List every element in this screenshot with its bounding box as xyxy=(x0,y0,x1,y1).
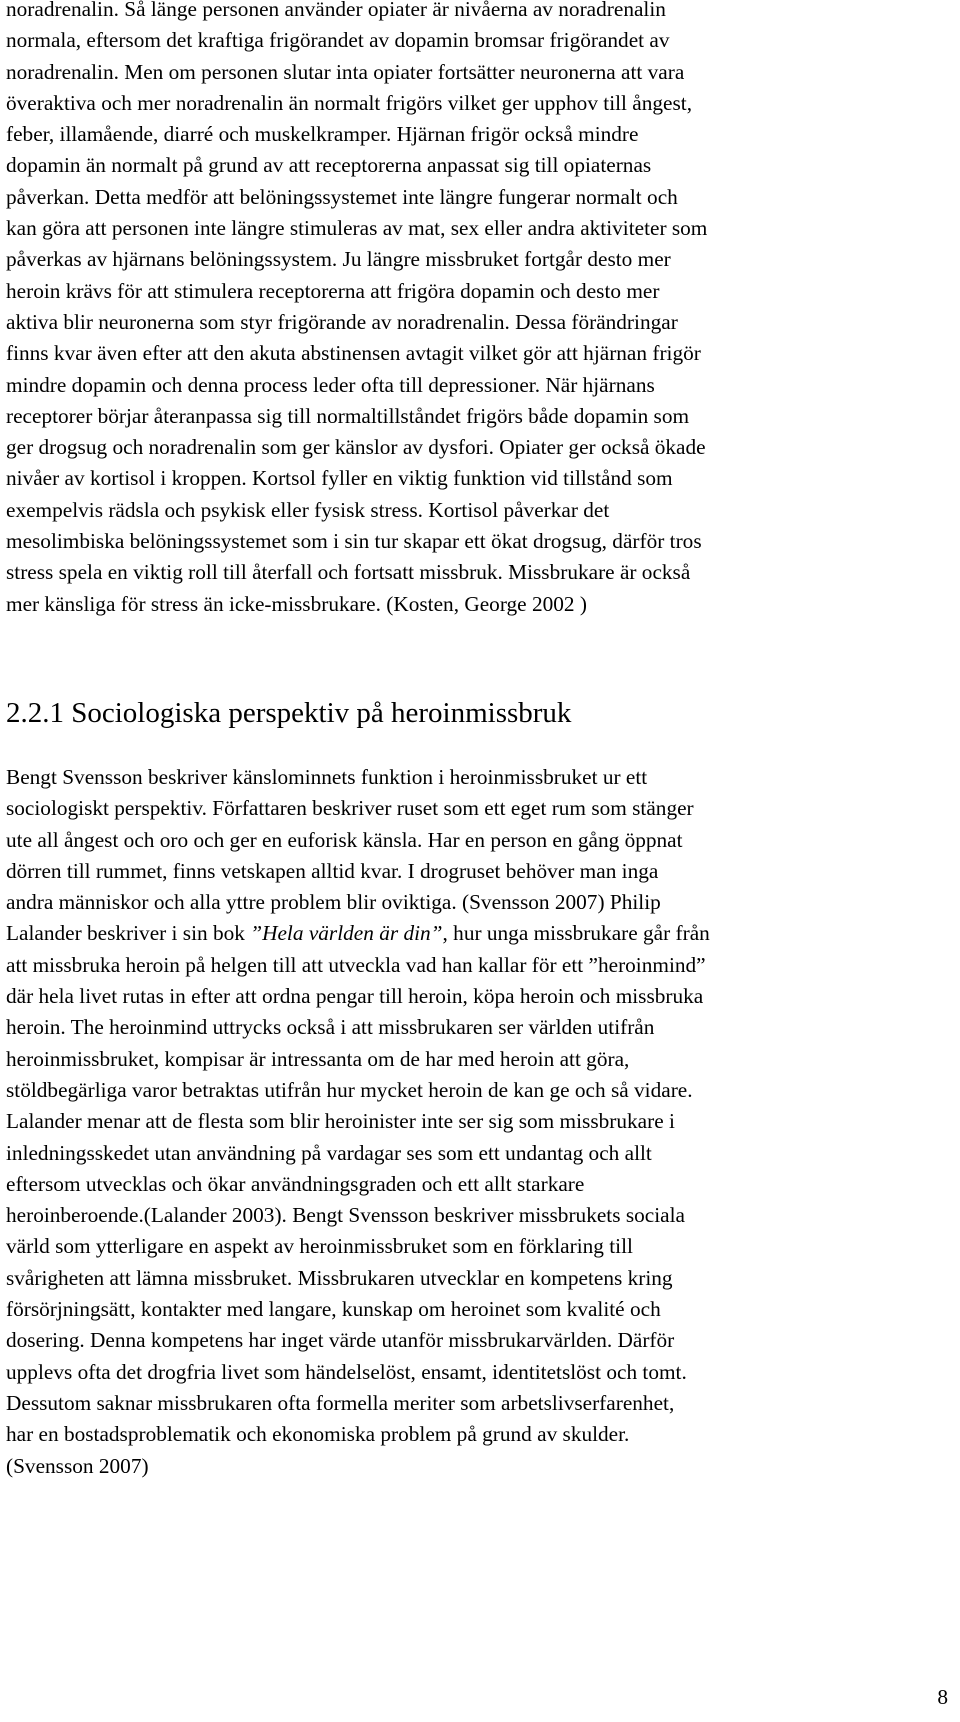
text-line: finns kvar även efter att den akuta abstinensen avtagit vilket gör att hjärnan frigör xyxy=(6,341,701,366)
text-line: heroin. The heroinmind uttrycks också i att missbrukaren ser världen utifrån xyxy=(6,1015,655,1040)
paragraph-opiates-neurobiology xyxy=(6,0,707,620)
text-line: (Svensson 2007) xyxy=(6,1453,149,1478)
text-line: Dessutom saknar missbrukaren ofta formella meriter som arbetslivserfarenhet, xyxy=(6,1390,675,1415)
text-line: har en bostadsproblematik och ekonomiska problem på grund av skulder. xyxy=(6,1422,630,1447)
text-line: mesolimbiska belöningssystemet som i sin tur skapar ett ökat drogsug, därför tros xyxy=(6,529,702,554)
text-fragment: Lalander beskriver i sin bok xyxy=(6,921,251,946)
text-line: heroin krävs för att stimulera receptorerna att frigöra dopamin och desto mer xyxy=(6,278,660,303)
text-line: stress spela en viktig roll till återfall och fortsatt missbruk. Missbrukare är också xyxy=(6,560,691,585)
text-line: upplevs ofta det drogfria livet som händelselöst, ensamt, identitetslöst och tomt. xyxy=(6,1359,687,1384)
text-line: inledningsskedet utan användning på vardagar ses som ett undantag och allt xyxy=(6,1140,652,1165)
text-line: Bengt Svensson beskriver känslominnets funktion i heroinmissbruket ur ett xyxy=(6,765,648,789)
text-line: att missbruka heroin på helgen till att utveckla vad han kallar för ett ”heroinmind” xyxy=(6,952,706,977)
text-line: påverkas av hjärnans belöningssystem. Ju längre missbruket fortgår desto mer xyxy=(6,247,671,272)
text-line: överaktiva och mer noradrenalin än normalt frigörs vilket ger upphov till ångest, xyxy=(6,90,693,115)
text-fragment: , hur unga missbrukare går från xyxy=(442,921,710,946)
text-line: ger drogsug och noradrenalin som ger känslor av dysfori. Opiater ger också ökade xyxy=(6,435,706,460)
text-line: mer känsliga för stress än icke-missbrukare. (Kosten, George 2002 ) xyxy=(6,591,587,616)
text-line: exempelvis rädsla och psykisk eller fysisk stress. Kortisol påverkar det xyxy=(6,497,610,522)
page-number: 8 xyxy=(937,1685,948,1709)
text-line: stöldbegärliga varor betraktas utifrån hur mycket heroin de kan ge och så vidare. xyxy=(6,1077,693,1102)
text-line: dopamin än normalt på grund av att receptorerna anpassat sig till opiaternas xyxy=(6,153,652,178)
text-line: aktiva blir neuronerna som styr frigörande av noradrenalin. Dessa förändringar xyxy=(6,309,678,334)
text-line: andra människor och alla yttre problem blir oviktiga. (Svensson 2007) Philip xyxy=(6,890,661,915)
text-line: Lalander menar att de flesta som blir heroinister inte ser sig som missbrukare i xyxy=(6,1109,675,1134)
text-line: mindre dopamin och denna process leder ofta till depressioner. När hjärnans xyxy=(6,372,655,397)
text-line: nivåer av kortisol i kroppen. Kortsol fyller en viktig funktion vid tillstånd som xyxy=(6,466,673,491)
text-line: noradrenalin. Så länge personen använder opiater är nivåerna av noradrenalin xyxy=(6,0,666,21)
text-line: noradrenalin. Men om personen slutar inta opiater fortsätter neuronerna att vara xyxy=(6,59,685,84)
text-line: eftersom utvecklas och ökar användningsgraden och ett allt starkare xyxy=(6,1171,585,1196)
text-line: försörjningsätt, kontakter med langare, kunskap om heroinet som kvalité och xyxy=(6,1297,661,1322)
paragraph-sociological-perspective xyxy=(6,762,710,1482)
text-line: dosering. Denna kompetens har inget värde utanför missbrukarvärlden. Därför xyxy=(6,1328,675,1353)
text-line: där hela livet rutas in efter att ordna pengar till heroin, köpa heroin och missbruka xyxy=(6,984,704,1009)
text-line: ute all ångest och oro och ger en euforisk känsla. Har en person en gång öppnat xyxy=(6,827,683,852)
text-line: kan göra att personen inte längre stimuleras av mat, sex eller andra aktiviteter som xyxy=(6,216,708,241)
text-line: heroinmissbruket, kompisar är intressanta om de har med heroin att göra, xyxy=(6,1046,630,1071)
text-line: normala, eftersom det kraftiga frigörandet av dopamin bromsar frigörandet av xyxy=(6,28,670,53)
text-line: värld som ytterligare en aspekt av heroinmissbruket som en förklaring till xyxy=(6,1234,633,1259)
text-line: heroinberoende.(Lalander 2003). Bengt Svensson beskriver missbrukets sociala xyxy=(6,1203,685,1228)
text-line: receptorer börjar återanpassa sig till normaltillståndet frigörs både dopamin som xyxy=(6,403,690,428)
text-line: svårigheten att lämna missbruket. Missbrukaren utvecklar en kompetens kring xyxy=(6,1265,673,1290)
text-line: dörren till rummet, finns vetskapen alltid kvar. I drogruset behöver man inga xyxy=(6,858,659,883)
text-line: feber, illamående, diarré och muskelkramper. Hjärnan frigör också mindre xyxy=(6,122,639,147)
text-line: påverkan. Detta medför att belöningssystemet inte längre fungerar normalt och xyxy=(6,184,678,209)
text-line-with-book-title xyxy=(6,918,710,949)
book-title: ”Hela världen är din” xyxy=(250,921,443,946)
text-line: sociologiskt perspektiv. Författaren beskriver ruset som ett eget rum som stänger xyxy=(6,796,694,821)
section-heading: 2.2.1 Sociologiska perspektiv på heroinmissbruk xyxy=(6,697,572,729)
